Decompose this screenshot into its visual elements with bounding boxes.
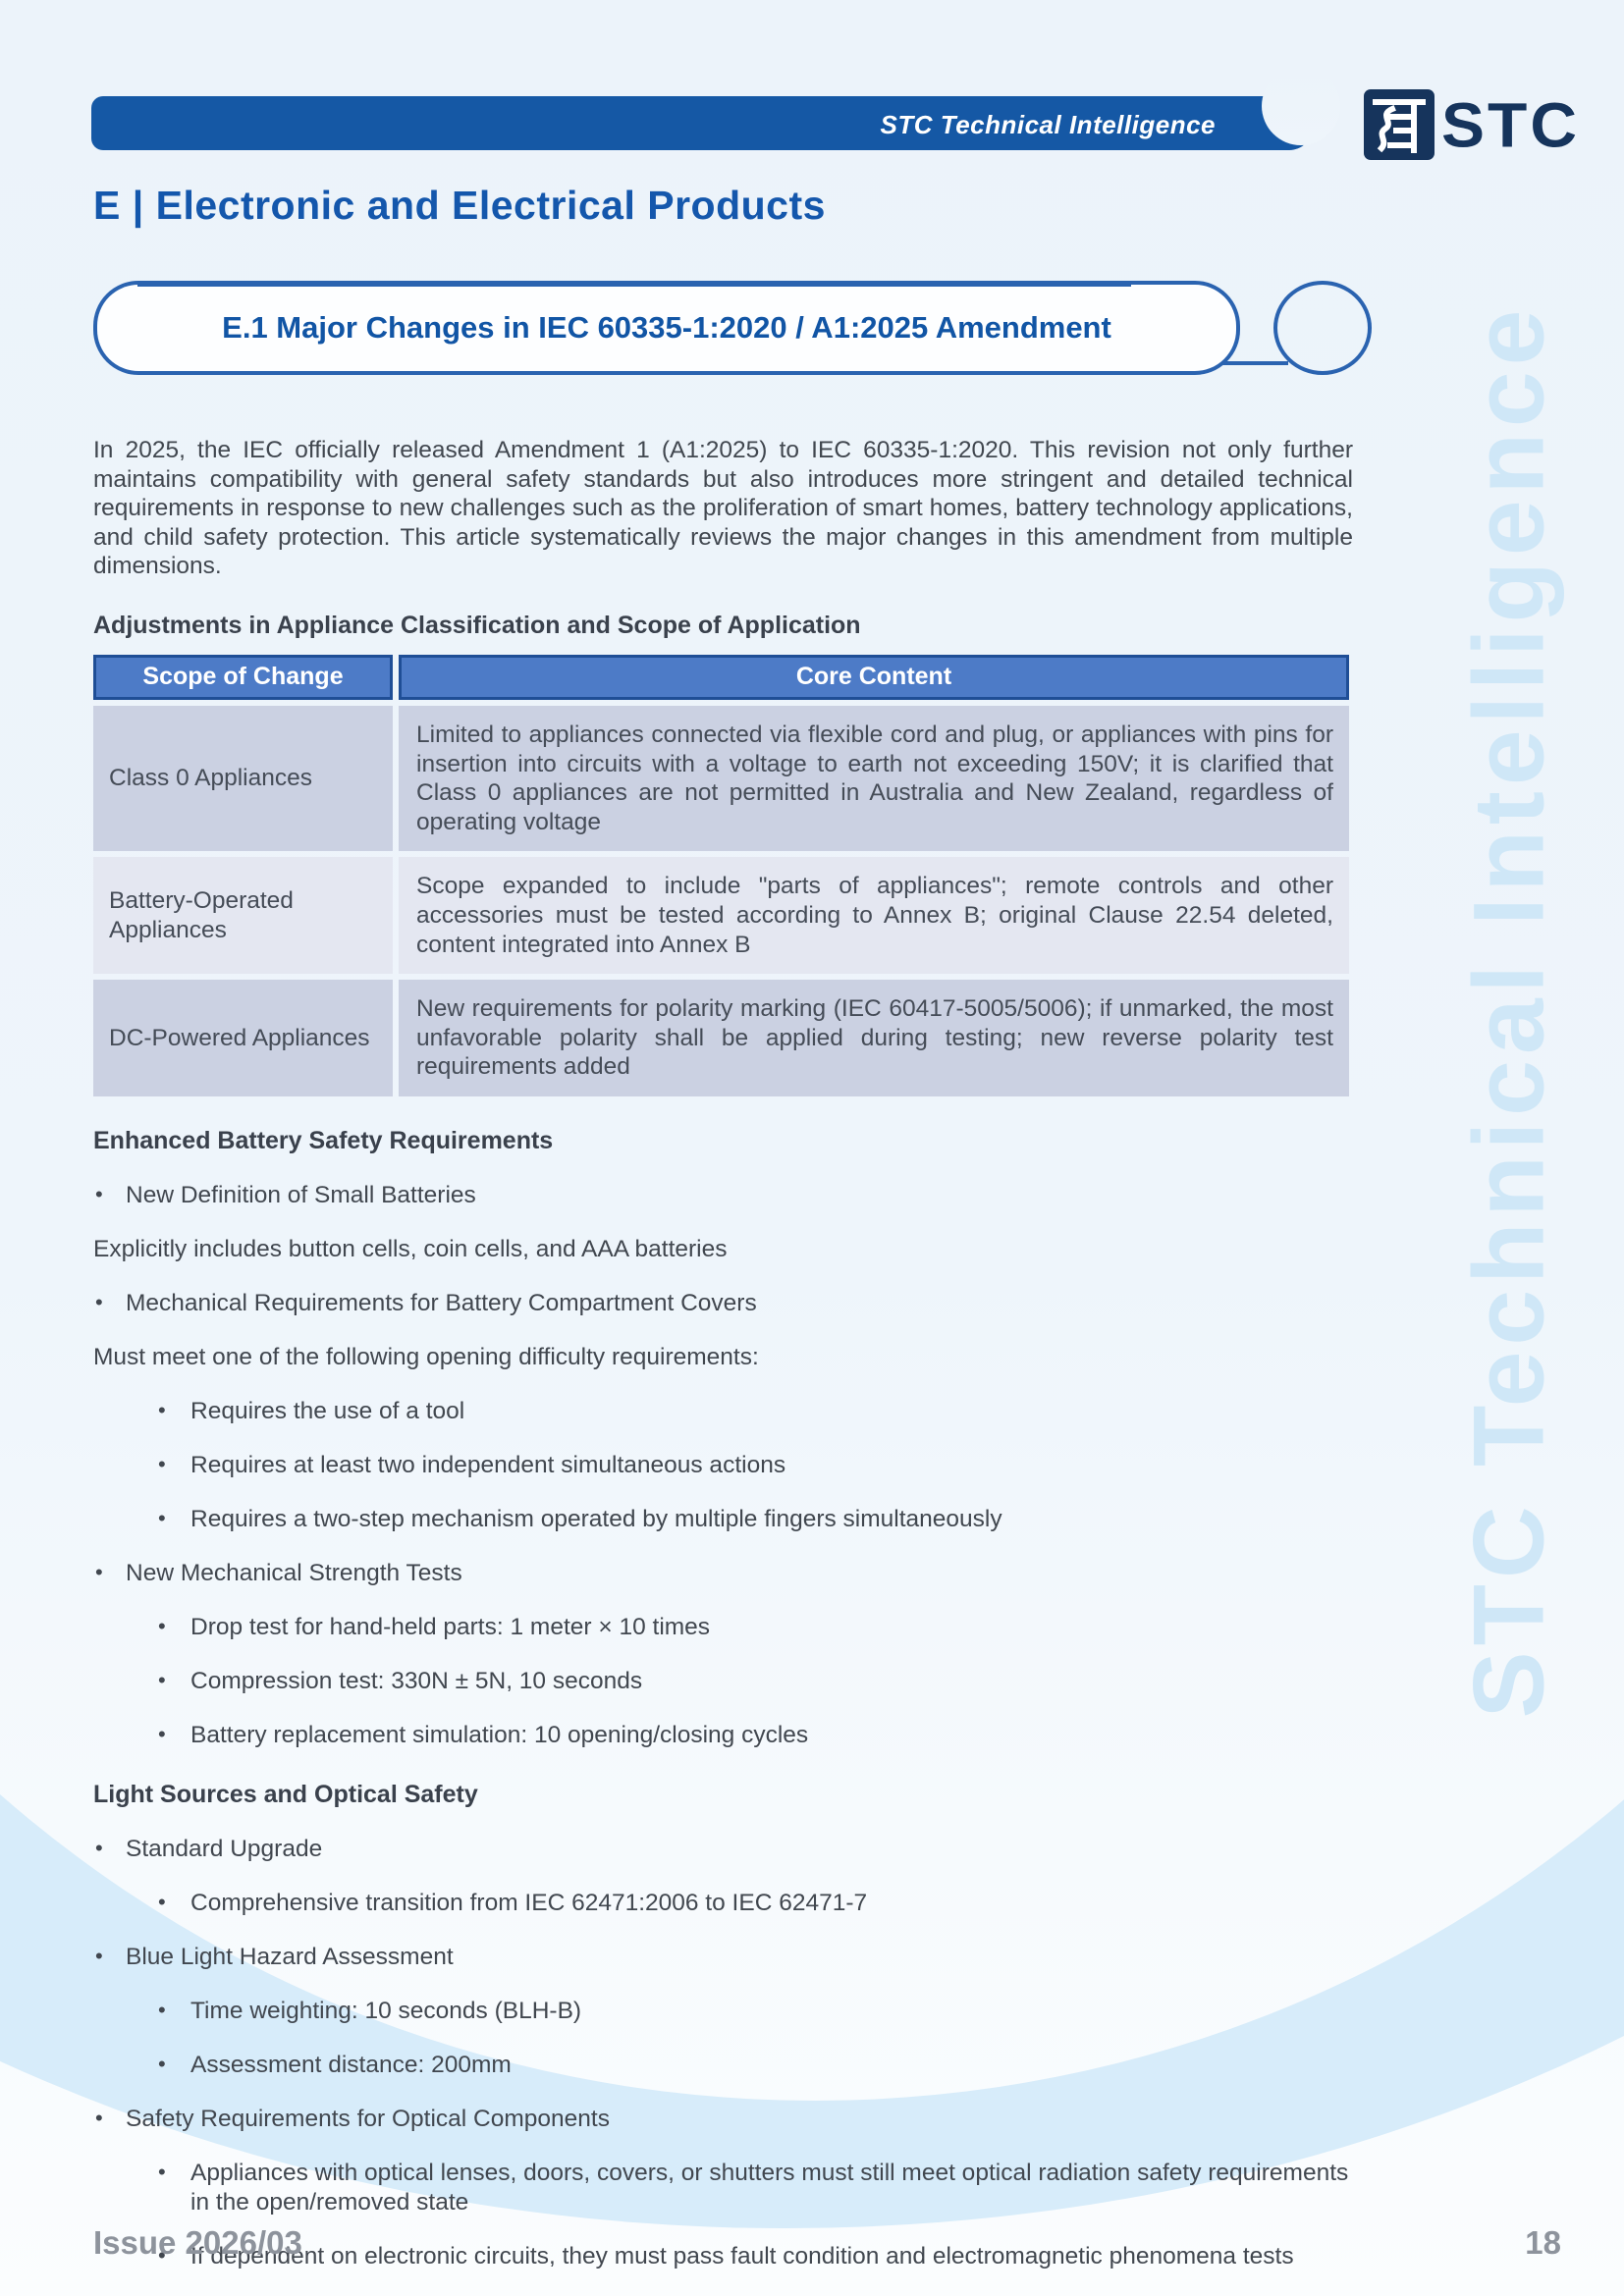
column-header-core: Core Content xyxy=(399,655,1349,700)
bullet-item: • Time weighting: 10 seconds (BLH-B) xyxy=(156,1997,1353,2026)
changes-table xyxy=(93,655,1349,1096)
stc-logo-text: STC xyxy=(1441,89,1580,160)
bullet-item: • Drop test for hand-held parts: 1 meter × 10 times xyxy=(156,1613,1353,1642)
bullet-item: • Assessment distance: 200mm xyxy=(156,2051,1353,2080)
list-paragraph: Explicitly includes button cells, coin cells, and AAA batteries xyxy=(93,1235,728,1262)
bullet-item: • Standard Upgrade xyxy=(93,1835,1353,1864)
bullet-item: • If dependent on electronic circuits, they must pass fault condition and electromagnetic phenomena tests xyxy=(156,2242,1353,2271)
list-paragraph: Must meet one of the following opening difficulty requirements: xyxy=(93,1343,759,1370)
bullet-item: • Battery replacement simulation: 10 opening/closing cycles xyxy=(156,1721,1353,1750)
stc-logo xyxy=(1363,88,1580,161)
table-cell-scope: Class 0 Appliances xyxy=(93,706,393,851)
page-title: E | Electronic and Electrical Products xyxy=(93,183,826,228)
banner-title: STC Technical Intelligence xyxy=(880,110,1216,139)
battery-heading: Enhanced Battery Safety Requirements xyxy=(93,1126,554,1154)
bullet-item: • Blue Light Hazard Assessment xyxy=(93,1943,1353,1972)
footer-page-number: 18 xyxy=(1525,2224,1561,2261)
table-cell-scope: DC-Powered Appliances xyxy=(93,980,393,1096)
table-cell-content: Scope expanded to include "parts of appliances"; remote controls and other accessories must be tested according to Annex B; original Clause 22.54 deleted, content integrated into Annex B xyxy=(399,857,1349,974)
bullet-item: • New Mechanical Strength Tests xyxy=(93,1559,1353,1588)
table-cell-content: Limited to appliances connected via flexible cord and plug, or appliances with pins for insertion into circuits with a voltage to earth not exceeding 150V; it is clarified that Class 0 appliances are not permitted in Australia and New Zealand, regardless of operating voltage xyxy=(399,706,1349,851)
bullet-item: • Compression test: 330N ± 5N, 10 seconds xyxy=(156,1667,1353,1696)
section-heading: E.1 Major Changes in IEC 60335-1:2020 / A1:2025 Amendment xyxy=(222,310,1111,345)
bullet-item: • New Definition of Small Batteries xyxy=(93,1181,1353,1210)
table-cell-content: New requirements for polarity marking (IEC 60417-5005/5006); if unmarked, the most unfavorable polarity shall be applied during testing; new reverse polarity test requirements added xyxy=(399,980,1349,1096)
bullet-item: • Comprehensive transition from IEC 62471:2006 to IEC 62471-7 xyxy=(156,1889,1353,1918)
bullet-item: • Safety Requirements for Optical Components xyxy=(93,2105,1353,2134)
stc-seal-icon xyxy=(1363,88,1435,161)
bullet-item: • Requires a two-step mechanism operated by multiple fingers simultaneously xyxy=(156,1505,1353,1534)
bullet-item: • Mechanical Requirements for Battery Compartment Covers xyxy=(93,1289,1353,1318)
column-header-scope: Scope of Change xyxy=(93,655,393,700)
banner-notch xyxy=(1262,67,1340,145)
bullet-item: • Requires at least two independent simultaneous actions xyxy=(156,1451,1353,1480)
main-content xyxy=(93,436,1353,2296)
light-list xyxy=(93,1835,1353,2271)
battery-list xyxy=(93,1181,1353,1750)
section-heading-box xyxy=(93,281,1240,375)
intro-paragraph: In 2025, the IEC officially released Amendment 1 (A1:2025) to IEC 60335-1:2020. This revision not only further maintains compatibility with general safety standards but also introduces more stringent and detailed technical requirements in response to new challenges such as the proliferation of smart homes, battery technology applications, and child safety protection. This article systematically reviews the major changes in this amendment from multiple dimensions. xyxy=(93,437,1353,580)
light-heading: Light Sources and Optical Safety xyxy=(93,1780,478,1808)
bullet-item: • Requires the use of a tool xyxy=(156,1397,1353,1426)
table-cell-scope: Battery-Operated Appliances xyxy=(93,857,393,974)
section-box-top-line xyxy=(137,283,1131,287)
section-box-ellipse xyxy=(1273,281,1372,375)
footer-issue: Issue 2026/03 xyxy=(93,2224,302,2261)
classification-heading: Adjustments in Appliance Classification and Scope of Application xyxy=(93,611,861,639)
bullet-item: • Appliances with optical lenses, doors, covers, or shutters must still meet optical radiation safety requirements in the open/removed state xyxy=(156,2159,1353,2217)
watermark-text: STC Technical Intelligence xyxy=(1452,303,1565,1719)
